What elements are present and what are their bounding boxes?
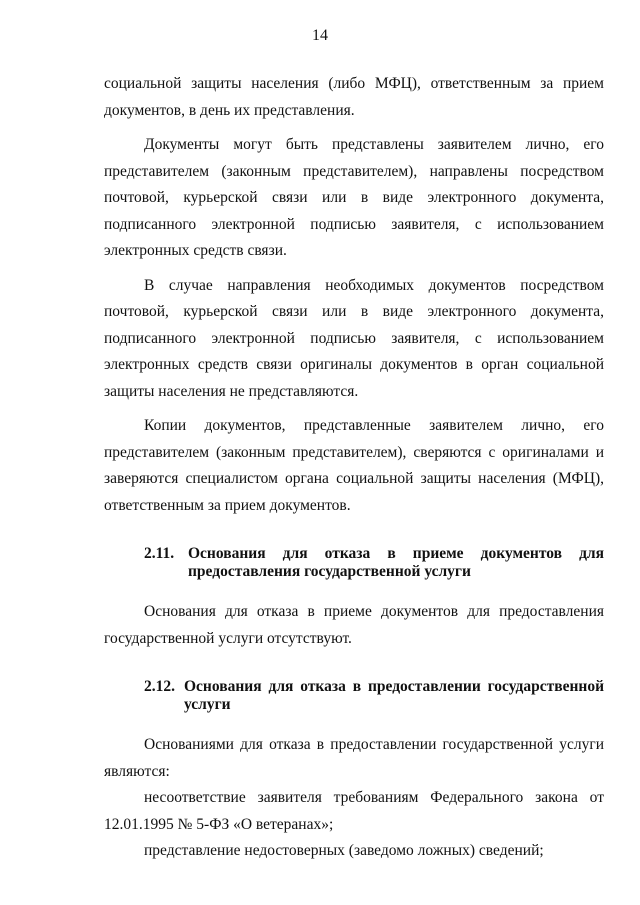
paragraph-no-refusal-grounds: Основания для отказа в приеме документов для предоставления государственной услуги отсутствуют.	[104, 603, 604, 647]
section-number: 2.11.	[144, 545, 175, 562]
section-heading-2-12	[144, 678, 604, 714]
list-item-false-information: представление недостоверных (заведомо ложных) сведений;	[144, 842, 544, 859]
list-item-nonconformity: несоответствие заявителя требованиям Федерального закона от 12.01.1995 № 5-ФЗ «О ветеранах»;	[104, 789, 604, 833]
paragraph-submission-methods: Документы могут быть представлены заявителем лично, его представителем (законным представителем), направлены посредством почтовой, курьерской связи или в виде электронного документа, подписанного электронной подписью заявителя, с использованием электронных средств связи.	[104, 136, 604, 259]
section-number: 2.12.	[144, 678, 175, 695]
document-body	[104, 71, 604, 865]
page-number: 14	[312, 27, 328, 44]
paragraph-originals-not-required: В случае направления необходимых документов посредством почтовой, курьерской связи или в виде электронного документа, подписанного электронной подписью заявителя, с использованием электронных средств связи оригиналы документов в орган социальной защиты населения не представляются.	[104, 276, 604, 400]
section-heading-2-11	[144, 545, 604, 581]
section-title: Основания для отказа в приеме документов для предоставления государственной услуги	[188, 545, 604, 580]
paragraph-copies-verification: Копии документов, представленные заявителем лично, его представителем (законным представителем), сверяются с оригиналами и заверяются специалистом органа социальной защиты населения (МФЦ), ответственным за прием документов.	[104, 417, 604, 514]
paragraph-refusal-grounds: Основаниями для отказа в предоставлении государственной услуги являются:	[104, 736, 604, 780]
paragraph-continuation: социальной защиты населения (либо МФЦ), ответственным за прием документов, в день их представления.	[104, 75, 604, 119]
section-title: Основания для отказа в предоставлении государственной услуги	[184, 678, 604, 713]
